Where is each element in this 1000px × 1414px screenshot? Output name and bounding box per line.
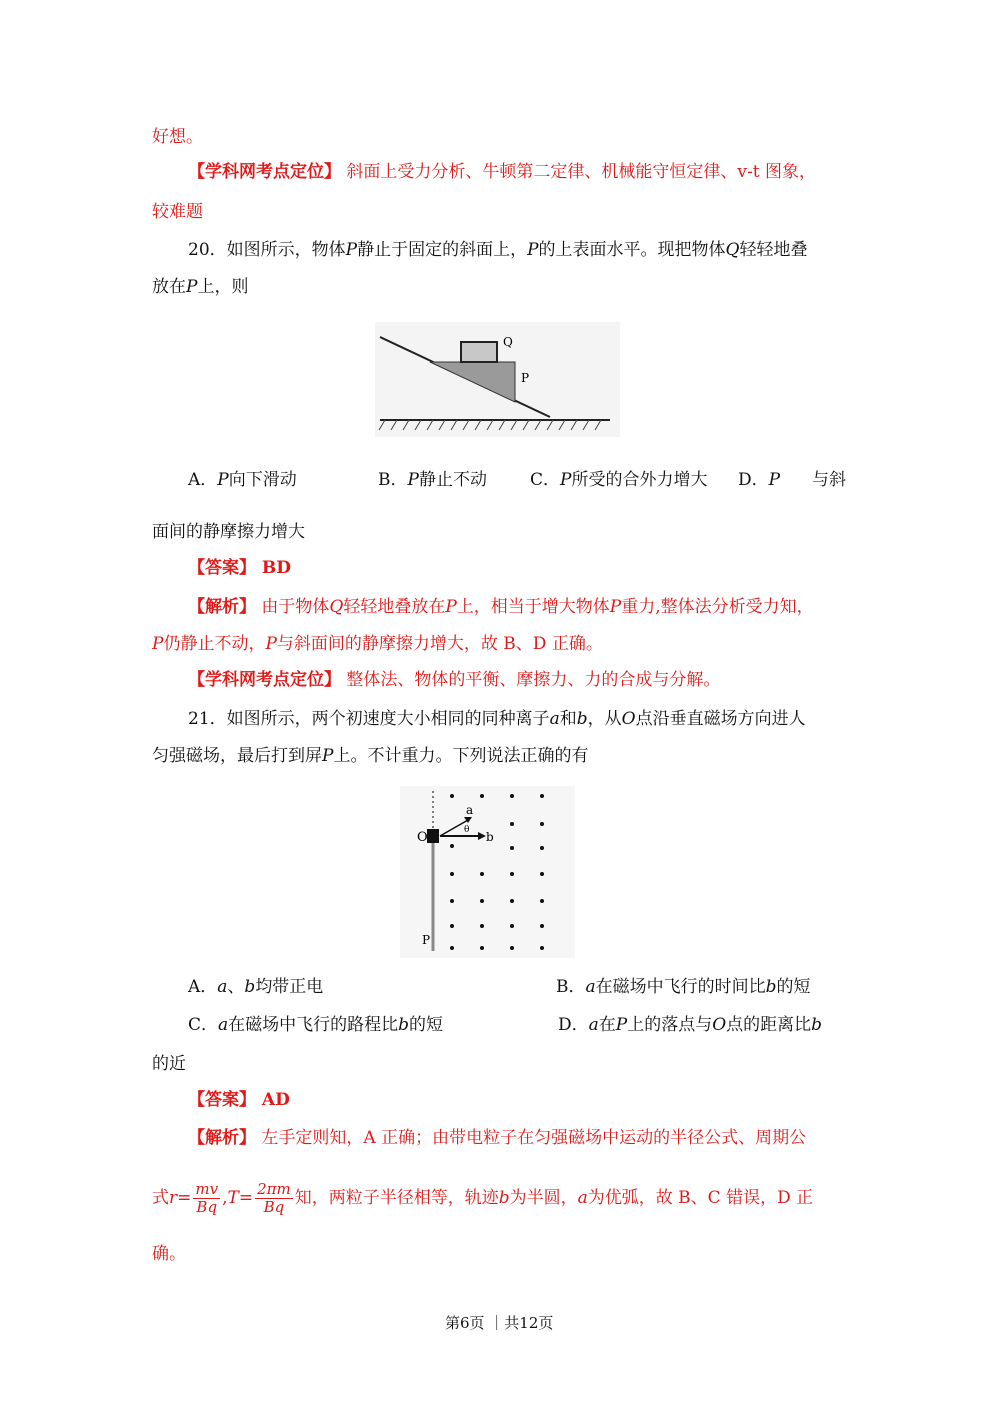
label-theta: θ <box>464 825 470 835</box>
block-q <box>461 342 497 362</box>
fraction-t: $\frac{2\pi m}{Bq}$ <box>257 1180 291 1216</box>
option-line: 面间的静摩擦力增大 <box>152 522 305 542</box>
option-line: 与斜 <box>812 470 846 490</box>
label-o: O <box>417 830 428 845</box>
option-line: C．a在磁场中飞行的路程比b的短 <box>188 1015 444 1035</box>
label-b: b <box>486 830 494 844</box>
question-21-text: 21．如图所示，两个初速度大小相同的同种离子a和b，从O点沿垂直磁场方向进人 <box>188 709 806 729</box>
analysis-line: P仍静止不动，P与斜面间的静摩擦力增大，故 B、D 正确。 <box>152 634 603 654</box>
option-line: D．P <box>738 470 781 490</box>
page-footer: 第6页 ｜共12页 <box>445 1314 554 1332</box>
label-a: a <box>466 803 474 817</box>
source-o <box>427 829 439 843</box>
option-line: B．P静止不动 <box>378 470 487 490</box>
label-p: P <box>521 371 530 385</box>
answer-line: 【答案】 BD <box>188 558 292 578</box>
analysis-line: 【解析】 由于物体Q轻轻地叠放在P上，相当于增大物体P重力,整体法分析受力知， <box>188 597 814 617</box>
answer-line: 【答案】 AD <box>188 1090 290 1110</box>
option-line: B．a在磁场中飞行的时间比b的短 <box>556 977 811 997</box>
analysis-formula-line: 式r= $\frac{mv}{Bq}$ ,T= $\frac{2\pi m}{Bq}$ 知，两粒子半径相等，轨迹b为半圆，a为优弧，故 B、C 错误，D 正 <box>152 1180 814 1216</box>
incline-figure <box>375 322 620 437</box>
kaodian-line: 【学科网考点定位】 斜面上受力分析、牛顿第二定律、机械能守恒定律、v-t 图象， <box>188 162 816 182</box>
option-line: 的近 <box>152 1054 186 1074</box>
label-q: Q <box>503 335 513 349</box>
question-20-text: 放在P上，则 <box>152 277 249 297</box>
text-line: 好想。 <box>152 127 203 147</box>
analysis-line: 确。 <box>152 1244 186 1264</box>
option-line: A．a、b均带正电 <box>188 977 324 997</box>
analysis-line: 【解析】 左手定则知，A 正确；由带电粒子在匀强磁场中运动的半径公式、周期公 <box>188 1128 807 1148</box>
label-p: P <box>422 933 431 947</box>
question-20-text: 20．如图所示，物体P静止于固定的斜面上，P的上表面水平。现把物体Q轻轻地叠 <box>188 240 808 260</box>
text-line: 较难题 <box>152 202 203 222</box>
option-line: D．a在P上的落点与O点的距离比b <box>558 1015 823 1035</box>
question-21-text: 匀强磁场，最后打到屏P上。不计重力。下列说法正确的有 <box>152 746 589 766</box>
option-line: C．P所受的合外力增大 <box>530 470 708 490</box>
magnetic-field-figure <box>400 786 575 958</box>
kaodian-line: 【学科网考点定位】 整体法、物体的平衡、摩擦力、力的合成与分解。 <box>188 670 721 690</box>
fraction-r: $\frac{mv}{Bq}$ <box>195 1180 219 1216</box>
option-line: A．P向下滑动 <box>188 470 297 490</box>
